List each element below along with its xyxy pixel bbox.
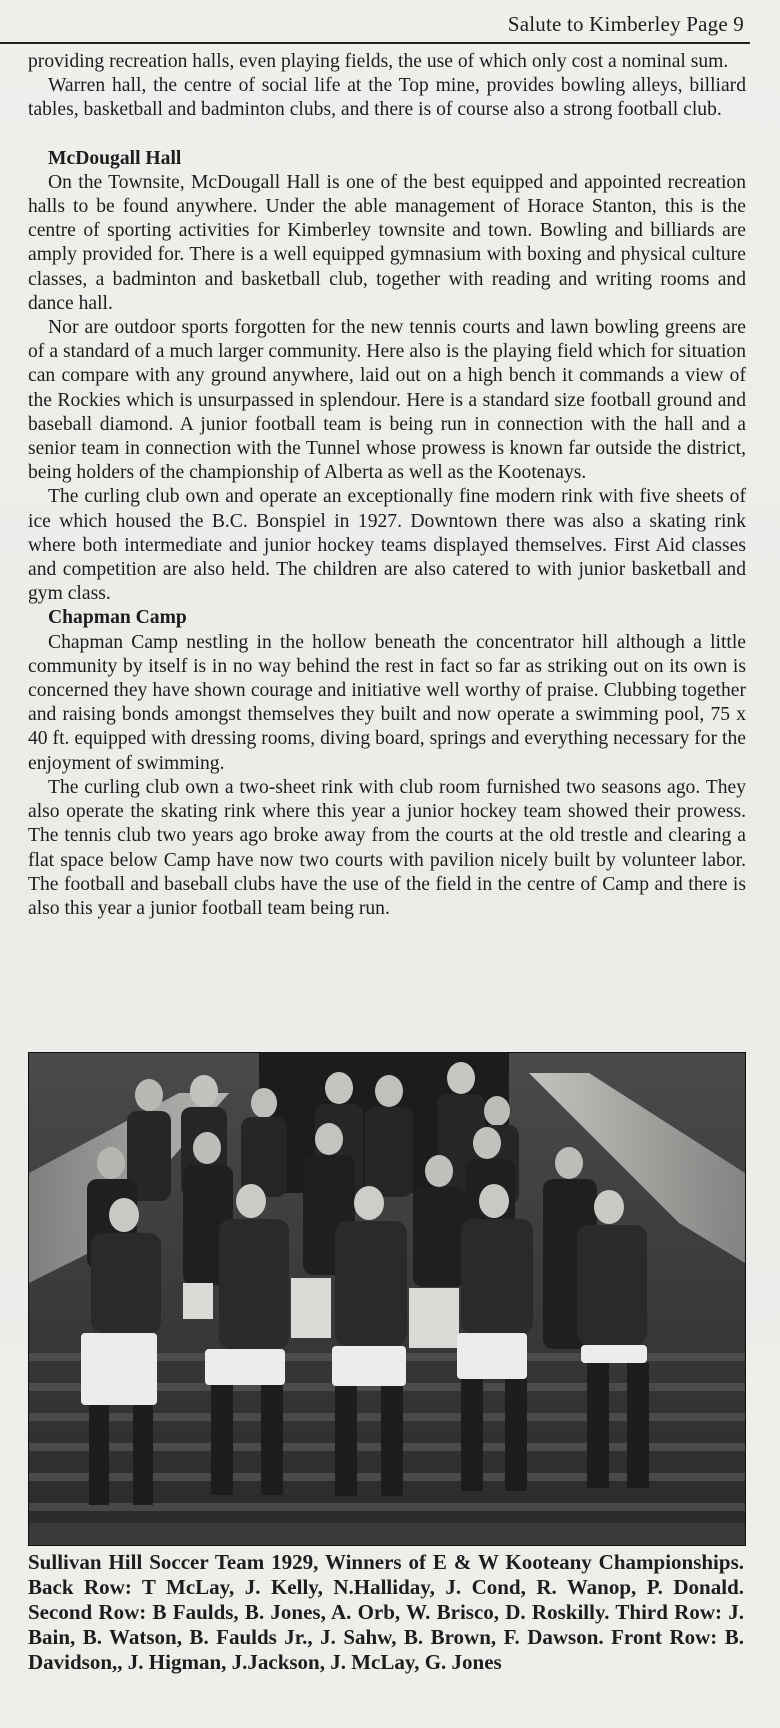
section-gap: [28, 123, 746, 147]
article-paragraph: The curling club own and operate an exceptionally fine modern rink with five sheets of ice which housed the B.C. Bonspiel in 1927. Downtown there was also a skating rink where both intermediate and junior hockey teams displayed themselves. First Aid classes and competition are also held. The children are also catered to with junior basketball and gym class.: [28, 486, 746, 605]
section-heading-mcdougall-hall: McDougall Hall: [48, 147, 182, 169]
team-photograph-illustration: [29, 1053, 745, 1545]
team-photograph: [28, 1052, 746, 1546]
article-paragraph: Warren hall, the centre of social life at the Top mine, provides bowling alleys, billiard tables, basketball and badminton clubs, and there is of course also a strong football club.: [28, 75, 746, 121]
article-paragraph: Nor are outdoor sports forgotten for the new tennis courts and lawn bowling greens are of a standard of a much larger community. Here also is the playing field which for situation can compare with any ground anywhere, laid out on a high bench it commands a view of the Rockies which is unsurpassed in splendour. Here is a standard size football ground and baseball diamond. A junior football team is being run in connection with the hall and a senior team in connection with the Tunnel whose prowess is known far outside the district, being holders of the championship of Alberta as well as the Kootenays.: [28, 317, 746, 484]
article-paragraph: On the Townsite, McDougall Hall is one of the best equipped and appointed recreation halls to be found anywhere. Under the able management of Horace Stanton, this is the centre of sporting activities for Kimberley townsite and town. Bowling and billiards are amply provided for. There is a well equipped gymnasium with boxing and physical culture classes, a badminton and basketball club, together with reading and writing rooms and dance hall.: [28, 171, 746, 314]
article-paragraph: providing recreation halls, even playing fields, the use of which only cost a nominal sum.: [28, 51, 729, 72]
article-paragraph: Chapman Camp nestling in the hollow beneath the concentrator hill although a little community by itself is in no way behind the rest in fact so far as striking out on its own is concerned they have shown courage and initiative well worthy of praise. Clubbing together and raising bonds amongst themselves they built and now operate a swimming pool, 75 x 40 ft. equipped with dressing rooms, diving board, springs and everything necessary for the enjoyment of swimming.: [28, 631, 746, 774]
article-body: [28, 50, 746, 921]
page-header-title: Salute to Kimberley Page 9: [507, 12, 744, 36]
article-paragraph: The curling club own a two-sheet rink with club room furnished two seasons ago. They also operate the skating rink where this year a junior hockey team showed their prowess. The tennis club two years ago broke away from the courts at the old trestle and clearing a flat space below Camp have now two courts with pavilion nicely built by volunteer labor. The football and baseball clubs have the use of the field in the centre of Camp and there is also this year a junior football team being run.: [28, 776, 746, 919]
page-header: [0, 0, 750, 44]
section-heading-chapman-camp: Chapman Camp: [48, 607, 187, 629]
photo-caption: Sullivan Hill Soccer Team 1929, Winners of E & W Kooteany Championships. Back Row: T McLay, J. Kelly, N.Halliday, J. Cond, R. Wanop, P. Donald. Second Row: B Faulds, B. Jones, A. Orb, W. Brisco, D. Roskilly. Third Row: J. Bain, B. Watson, B. Faulds Jr., J. Sahw, B. Brown, F. Dawson. Front Row: B. Davidson,, J. Higman, J.Jackson, J. McLay, G. Jones: [28, 1550, 744, 1674]
